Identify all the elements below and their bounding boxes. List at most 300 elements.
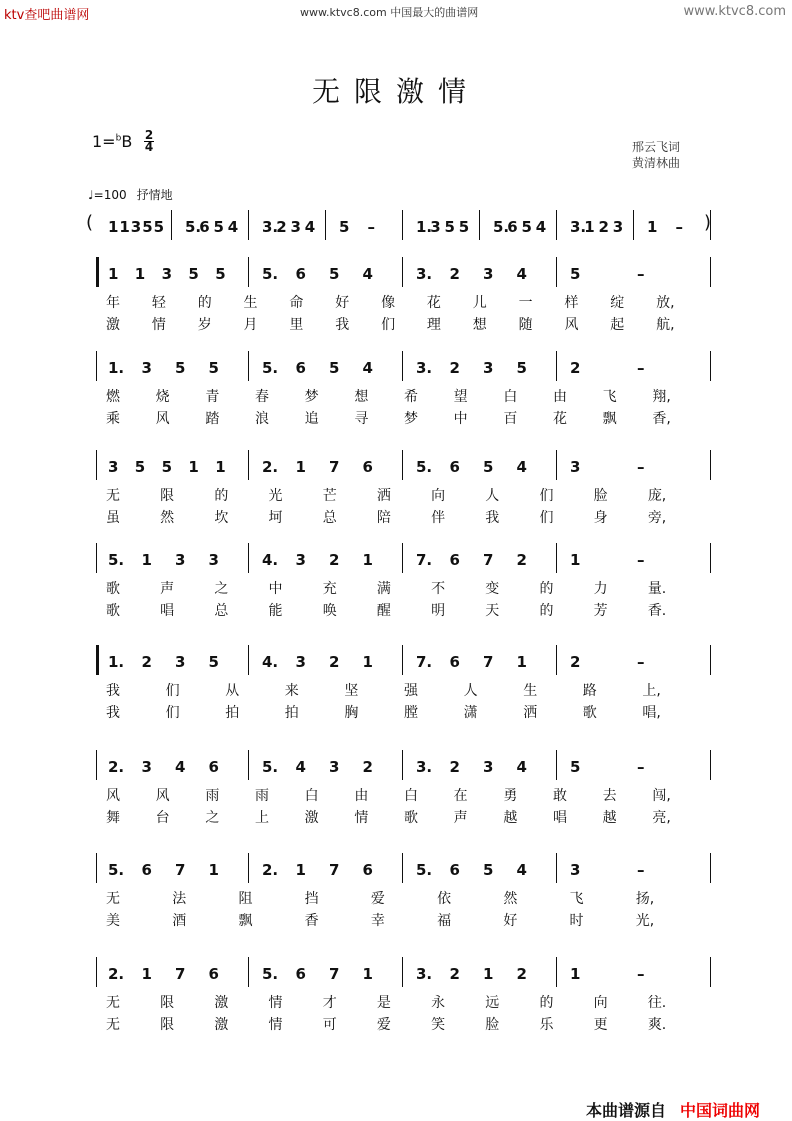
lyric-char: 风	[106, 788, 120, 804]
note: –	[637, 265, 645, 283]
lyric-char: 伴	[431, 510, 446, 526]
lyric-char: 量.	[647, 581, 667, 597]
lyric-char: 限	[160, 995, 175, 1011]
lyric-char: 情	[268, 1017, 283, 1033]
note: 1	[570, 551, 581, 569]
note: 6	[362, 861, 373, 879]
note: 6	[295, 965, 306, 983]
lyric-char: 唱,	[642, 705, 661, 721]
barline	[402, 450, 403, 480]
lyric-char: 往.	[647, 995, 667, 1011]
note: 2	[362, 758, 373, 776]
note: 4	[516, 758, 527, 776]
intro-paren-open: (	[86, 212, 94, 233]
note: 3.	[416, 359, 433, 377]
lyric-char: 拍	[225, 705, 240, 721]
barline	[96, 645, 99, 675]
barline	[710, 543, 711, 573]
lyric-char: 白	[404, 788, 418, 804]
lyric-char: 虽	[106, 510, 120, 526]
lyric-char: 充	[322, 581, 337, 597]
lyric-char: 激	[106, 317, 120, 333]
note: 1	[134, 265, 146, 283]
lyric-char: 们	[165, 705, 180, 721]
lyric-char: 航,	[656, 317, 675, 333]
lyric-char: 法	[172, 891, 187, 907]
note: 3	[612, 218, 624, 236]
lyric-char: 飘	[238, 913, 253, 929]
key-signature: 1=$^b$B	[92, 132, 133, 151]
lyric-char: 歌	[106, 603, 120, 619]
barline	[556, 543, 557, 573]
note: 7.	[416, 551, 433, 569]
note: 7	[175, 965, 186, 983]
lyric-char: 浪	[255, 411, 269, 427]
lyric-char: 追	[304, 411, 319, 427]
note: 1	[141, 551, 152, 569]
barline	[710, 750, 711, 780]
note: 6	[141, 861, 152, 879]
note: –	[637, 359, 645, 377]
barline	[710, 853, 711, 883]
note: 6	[449, 653, 460, 671]
note: 6	[449, 458, 460, 476]
note: 2	[449, 965, 460, 983]
note: 5.	[108, 551, 125, 569]
barline	[96, 450, 97, 480]
lyric-char: 醒	[376, 603, 391, 619]
note: 1	[647, 218, 658, 236]
note: 5	[213, 218, 224, 236]
note: 3	[141, 359, 152, 377]
lyric-char: 之	[214, 581, 229, 597]
barline	[402, 750, 403, 780]
lyric-char: 飞	[602, 389, 617, 405]
note: 2	[516, 965, 527, 983]
note: –	[637, 458, 645, 476]
note: 4	[516, 265, 527, 283]
lyric-char: 时	[569, 913, 584, 929]
lyric-char: 台	[155, 810, 170, 826]
lyric-char: 然	[160, 510, 175, 526]
barline	[402, 543, 403, 573]
barline	[556, 645, 557, 675]
composer: 黄清林曲	[632, 156, 681, 170]
note: 3	[175, 653, 186, 671]
note: –	[637, 965, 645, 983]
lyric-char: 中	[268, 581, 283, 597]
lyric-char: 爱	[376, 1017, 391, 1033]
note: 3	[483, 758, 494, 776]
barline	[248, 750, 249, 780]
lyric-char: 强	[404, 683, 418, 699]
note: 1	[584, 218, 595, 236]
note: 3	[295, 653, 306, 671]
lyric-char: 然	[503, 891, 518, 907]
note: 5	[570, 265, 581, 283]
barline	[325, 210, 326, 240]
lyric-char: 拍	[284, 705, 299, 721]
lyric-char: 香,	[652, 411, 671, 427]
lyric-char: 风	[155, 788, 170, 804]
note: 1.	[108, 359, 125, 377]
note: 3.	[262, 218, 279, 236]
lyric-char: 向	[593, 995, 608, 1011]
lyric-char: 人	[485, 488, 500, 504]
lyric-char: 洒	[376, 488, 391, 504]
lyric-char: 风	[155, 411, 170, 427]
note: 5.	[493, 218, 510, 236]
note: 3	[208, 551, 219, 569]
lyric-char: 去	[602, 788, 617, 804]
lyric-char: 依	[437, 891, 452, 907]
note: 1	[516, 653, 527, 671]
barline	[96, 853, 97, 883]
note: 3	[483, 359, 494, 377]
note: 3	[483, 265, 494, 283]
note: 2	[141, 653, 152, 671]
note: 5	[570, 758, 581, 776]
barline	[710, 257, 711, 287]
barline	[556, 853, 557, 883]
lyric-char: 随	[518, 317, 533, 333]
note: –	[675, 218, 683, 236]
note: 6	[208, 965, 219, 983]
lyric-char: 阻	[238, 891, 253, 907]
lyric-char: 白	[503, 389, 518, 405]
note: 2.	[108, 965, 125, 983]
lyric-char: 无	[106, 995, 120, 1011]
lyric-char: 歌	[404, 810, 418, 826]
lyric-char: 好	[335, 295, 350, 311]
lyric-char: 儿	[472, 295, 487, 311]
barline	[556, 450, 557, 480]
barline	[171, 210, 172, 240]
lyric-char: 可	[322, 1017, 337, 1033]
lyric-char: 我	[106, 705, 120, 721]
note: 3	[295, 551, 306, 569]
barline	[248, 957, 249, 987]
note: 7	[483, 653, 494, 671]
note: 4	[362, 359, 373, 377]
note: 1	[141, 965, 152, 983]
lyric-char: 梦	[304, 389, 319, 405]
tempo-marking: ♩=100 抒情地	[88, 188, 173, 202]
lyric-char: 激	[214, 1017, 229, 1033]
note: 5	[208, 653, 219, 671]
lyric-char: 声	[160, 581, 175, 597]
lyric-char: 百	[503, 411, 518, 427]
note: 6	[208, 758, 219, 776]
footer-brand: 中国词曲网	[680, 1101, 761, 1120]
note: 3.	[416, 758, 433, 776]
lyric-char: 向	[431, 488, 446, 504]
lyric-char: 坚	[344, 683, 359, 699]
barline	[556, 750, 557, 780]
site-url-right[interactable]: www.ktvc8.com	[683, 4, 786, 19]
lyric-char: 天	[485, 603, 500, 619]
lyric-char: 声	[453, 810, 468, 826]
note: 5.	[108, 861, 125, 879]
lyric-char: 起	[610, 317, 625, 333]
note: 7	[483, 551, 494, 569]
note: 4	[516, 458, 527, 476]
barline	[248, 853, 249, 883]
barline	[402, 210, 403, 240]
lyric-char: 命	[289, 295, 304, 311]
lyric-char: 的	[539, 581, 554, 597]
lyric-char: 生	[243, 295, 258, 311]
barline	[96, 957, 97, 987]
lyric-char: 福	[437, 913, 452, 929]
lyric-char: 希	[404, 389, 418, 405]
lyric-char: 胸	[344, 705, 359, 721]
note: 7	[175, 861, 186, 879]
lyric-char: 变	[485, 581, 500, 597]
note: 2	[570, 359, 581, 377]
barline	[402, 853, 403, 883]
note: 5	[175, 359, 186, 377]
note: 1	[483, 965, 494, 983]
note: 3	[430, 218, 441, 236]
lyric-char: 勇	[503, 788, 518, 804]
lyric-char: 寻	[354, 411, 369, 427]
lyric-char: 能	[268, 603, 283, 619]
lyric-char: 光	[268, 488, 283, 504]
lyric-char: 唱	[160, 603, 175, 619]
note: 6	[295, 359, 306, 377]
lyric-char: 酒	[172, 913, 187, 929]
lyric-char: 爽.	[647, 1017, 667, 1033]
lyric-char: 的	[539, 995, 554, 1011]
lyric-char: 的	[214, 488, 229, 504]
lyric-char: 样	[564, 295, 579, 311]
note: –	[637, 758, 645, 776]
lyric-char: 好	[503, 913, 518, 929]
lyric-char: 风	[564, 317, 579, 333]
lyric-char: 梦	[404, 411, 418, 427]
lyric-char: 们	[381, 317, 396, 333]
lyric-char: 的	[539, 603, 554, 619]
note: 5	[161, 458, 173, 476]
lyric-char: 青	[205, 389, 220, 405]
note: 2	[570, 653, 581, 671]
note: 2.	[262, 458, 279, 476]
lyric-char: 总	[214, 603, 229, 619]
note: 3	[290, 218, 301, 236]
lyric-char: 爱	[370, 891, 385, 907]
note: 6	[295, 265, 306, 283]
barline	[402, 645, 403, 675]
barline	[710, 645, 711, 675]
lyric-char: 我	[335, 317, 350, 333]
note: 5.	[416, 458, 433, 476]
barline	[248, 645, 249, 675]
barline	[96, 351, 97, 381]
lyric-char: 力	[593, 581, 608, 597]
barline	[710, 450, 711, 480]
note: 1.	[416, 218, 433, 236]
note: 5	[208, 359, 219, 377]
note: 5	[339, 218, 350, 236]
lyric-char: 不	[431, 581, 446, 597]
lyric-char: 乐	[539, 1017, 554, 1033]
note: 4.	[262, 551, 279, 569]
lyric-char: 像	[381, 295, 396, 311]
lyric-char: 才	[322, 995, 337, 1011]
note: 2	[516, 551, 527, 569]
note: 5	[516, 359, 527, 377]
lyric-char: 翔,	[652, 389, 671, 405]
note: 1	[295, 458, 306, 476]
lyric-char: 脸	[485, 1017, 500, 1033]
note: 2.	[108, 758, 125, 776]
lyric-char: 路	[582, 683, 597, 699]
lyric-char: 香	[304, 913, 319, 929]
note: 1	[215, 458, 226, 476]
lyric-char: 情	[268, 995, 283, 1011]
lyric-char: 绽	[610, 295, 625, 311]
note: 3	[329, 758, 340, 776]
note: 4	[175, 758, 186, 776]
barline	[96, 750, 97, 780]
lyric-char: 花	[426, 295, 441, 311]
note: 7	[329, 861, 340, 879]
lyric-char: 膛	[404, 705, 418, 721]
note: 5	[134, 458, 146, 476]
lyric-char: 脸	[593, 488, 608, 504]
note: 5	[521, 218, 532, 236]
site-logo-left: ktv查吧曲谱网	[4, 8, 90, 23]
lyric-char: 无	[106, 1017, 120, 1033]
lyric-char: 芒	[322, 488, 337, 504]
lyric-char: 光,	[635, 913, 655, 929]
lyric-char: 放,	[656, 295, 675, 311]
barline	[248, 450, 249, 480]
note: 2	[329, 551, 340, 569]
note: 1	[119, 218, 130, 236]
lyric-char: 明	[431, 603, 446, 619]
lyric-char: 春	[255, 389, 269, 405]
barline	[96, 257, 99, 287]
barline	[556, 210, 557, 240]
note: 1	[208, 861, 219, 879]
lyric-char: 限	[160, 1017, 175, 1033]
lyric-char: 潇	[463, 705, 478, 721]
intro-paren-close: )	[704, 212, 712, 233]
note: –	[637, 551, 645, 569]
lyric-char: 们	[539, 510, 554, 526]
lyric-char: 永	[431, 995, 446, 1011]
note: 4	[535, 218, 547, 236]
lyric-char: 想	[472, 317, 487, 333]
lyric-char: 上,	[642, 683, 661, 699]
lyric-char: 越	[503, 810, 518, 826]
note: 2	[449, 265, 460, 283]
note: 5.	[416, 861, 433, 879]
lyric-char: 陪	[376, 510, 391, 526]
lyric-char: 旁,	[647, 510, 667, 526]
lyric-char: 轻	[151, 295, 166, 311]
note: 1	[108, 265, 119, 283]
note: 4	[295, 758, 306, 776]
lyric-char: 情	[354, 810, 369, 826]
lyric-char: 之	[205, 810, 220, 826]
lyric-char: 歌	[582, 705, 597, 721]
lyric-char: 乘	[106, 411, 120, 427]
note: 4.	[262, 653, 279, 671]
note: 3	[141, 758, 152, 776]
note: 4	[516, 861, 527, 879]
lyric-char: 是	[376, 995, 391, 1011]
lyric-char: 幸	[370, 913, 385, 929]
lyric-char: 激	[304, 810, 319, 826]
lyric-char: 白	[304, 788, 319, 804]
note: 5	[215, 265, 226, 283]
lyric-char: 洒	[523, 705, 538, 721]
lyricist: 邢云飞词	[632, 140, 681, 154]
lyric-char: 我	[106, 683, 120, 699]
barline	[96, 543, 97, 573]
barline	[248, 351, 249, 381]
barline	[633, 210, 634, 240]
lyric-char: 雨	[205, 788, 220, 804]
note: 2	[329, 653, 340, 671]
site-url-center[interactable]: www.ktvc8.com 中国最大的曲谱网	[300, 6, 479, 19]
lyric-char: 芳	[593, 603, 608, 619]
note: 1	[362, 965, 373, 983]
lyric-char: 舞	[106, 810, 120, 826]
note: 5	[458, 218, 470, 236]
lyric-char: 庞,	[647, 488, 667, 504]
note: 1	[362, 653, 373, 671]
note: 5	[329, 359, 340, 377]
note: 1	[362, 551, 373, 569]
lyric-char: 理	[426, 317, 441, 333]
lyric-char: 人	[463, 683, 478, 699]
lyric-char: 踏	[205, 411, 220, 427]
note: 3	[570, 861, 581, 879]
barline	[248, 210, 249, 240]
note: 2	[449, 758, 460, 776]
note: 5	[142, 218, 153, 236]
note: 2	[276, 218, 287, 236]
lyric-char: 我	[485, 510, 500, 526]
lyric-char: 望	[453, 389, 468, 405]
credits	[632, 139, 680, 171]
lyric-char: 飘	[602, 411, 617, 427]
lyric-char: 坎	[214, 510, 229, 526]
note: 3.	[416, 965, 433, 983]
lyric-char: 雨	[255, 788, 269, 804]
note: 6	[449, 551, 460, 569]
note: 6	[362, 458, 373, 476]
note: 3	[130, 218, 142, 236]
barline	[402, 957, 403, 987]
note: 2	[449, 359, 460, 377]
note: 3	[570, 458, 581, 476]
lyric-char: 燃	[106, 389, 120, 405]
lyric-char: 月	[243, 317, 258, 333]
note: 3.	[416, 265, 433, 283]
note: 5.	[185, 218, 202, 236]
note: 5	[329, 265, 340, 283]
note: 6	[199, 218, 210, 236]
note: 1.	[108, 653, 125, 671]
barline	[248, 543, 249, 573]
note: 4	[227, 218, 239, 236]
lyric-char: 挡	[304, 891, 319, 907]
